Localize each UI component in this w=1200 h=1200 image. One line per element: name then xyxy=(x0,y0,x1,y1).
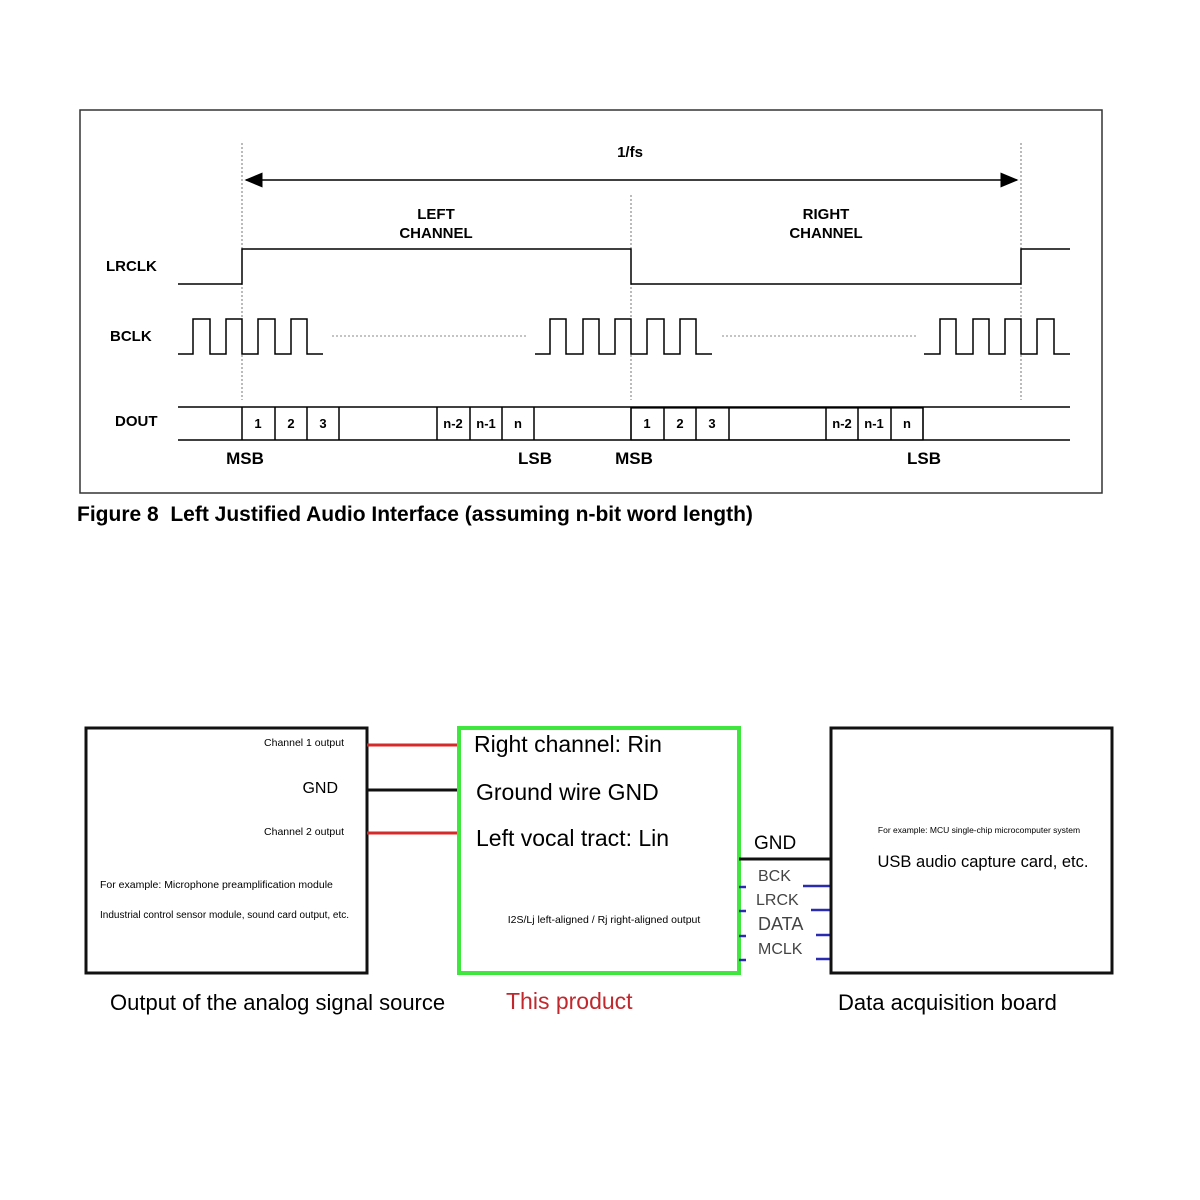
bit-label: n-2 xyxy=(832,416,852,431)
bit-label: n-1 xyxy=(864,416,884,431)
source-ch1-label: Channel 1 output xyxy=(264,737,344,749)
wiring-diagram xyxy=(86,728,1112,1015)
timing-diagram xyxy=(77,110,1102,526)
timing-frame xyxy=(80,110,1102,493)
output-gnd-label: GND xyxy=(754,833,797,854)
lrclk-waveform xyxy=(178,249,1070,284)
bit-label: n xyxy=(514,416,522,431)
source-gnd-label: GND xyxy=(302,780,338,797)
dout-label: DOUT xyxy=(115,413,158,430)
output-bck-label: BCK xyxy=(758,868,791,885)
bit-label: 1 xyxy=(643,416,651,431)
bit-label: 3 xyxy=(708,416,716,431)
source-example-line1: For example: Microphone preamplification module xyxy=(100,879,333,891)
bit-label: n-1 xyxy=(476,416,496,431)
bit-label: 1 xyxy=(254,416,262,431)
output-lrck-label: LRCK xyxy=(756,892,799,909)
period-label: 1/fs xyxy=(617,144,643,161)
acquisition-board-box xyxy=(831,728,1112,973)
left-channel-label-line1: LEFT xyxy=(417,206,455,223)
left-channel-label-line2: CHANNEL xyxy=(399,225,473,242)
right-channel-label-line1: RIGHT xyxy=(802,206,850,223)
signal-source-box xyxy=(86,728,367,973)
msb-label-right: MSB xyxy=(615,449,653,468)
bit-label: 2 xyxy=(676,416,684,431)
product-lin-label: Left vocal tract: Lin xyxy=(476,825,670,851)
bit-label: n-2 xyxy=(443,416,463,431)
product-caption: This product xyxy=(506,988,633,1014)
bit-label: 3 xyxy=(319,416,327,431)
board-example-label: For example: MCU single-chip microcomputer system xyxy=(877,825,1081,835)
source-example-line2: Industrial control sensor module, sound card output, etc. xyxy=(100,910,350,921)
right-channel-label-line2: CHANNEL xyxy=(789,225,863,242)
bclk-waveform-1 xyxy=(178,319,323,354)
lrclk-label: LRCLK xyxy=(106,258,157,275)
product-gnd-label: Ground wire GND xyxy=(476,779,659,805)
board-main-label: USB audio capture card, etc. xyxy=(877,853,1089,871)
board-caption: Data acquisition board xyxy=(838,990,1057,1015)
product-rin-label: Right channel: Rin xyxy=(474,731,662,757)
bclk-waveform-2 xyxy=(535,319,712,354)
lsb-label-right: LSB xyxy=(907,449,941,468)
bit-label: n xyxy=(903,416,911,431)
bit-label: 2 xyxy=(287,416,295,431)
source-caption: Output of the analog signal source xyxy=(110,990,446,1015)
dout-bit-dividers xyxy=(242,407,923,440)
figure-caption: Figure 8 Left Justified Audio Interface (assuming n-bit word length) xyxy=(77,503,753,526)
msb-label-left: MSB xyxy=(226,449,264,468)
product-output-note: I2S/Lj left-aligned / Rj right-aligned output xyxy=(507,914,701,926)
bclk-waveform-3 xyxy=(924,319,1070,354)
output-data-label: DATA xyxy=(758,914,804,934)
bclk-label: BCLK xyxy=(110,328,152,345)
source-ch2-label: Channel 2 output xyxy=(264,826,344,838)
lsb-label-left: LSB xyxy=(518,449,552,468)
dout-bit-labels xyxy=(254,416,911,431)
output-mclk-label: MCLK xyxy=(758,941,803,958)
